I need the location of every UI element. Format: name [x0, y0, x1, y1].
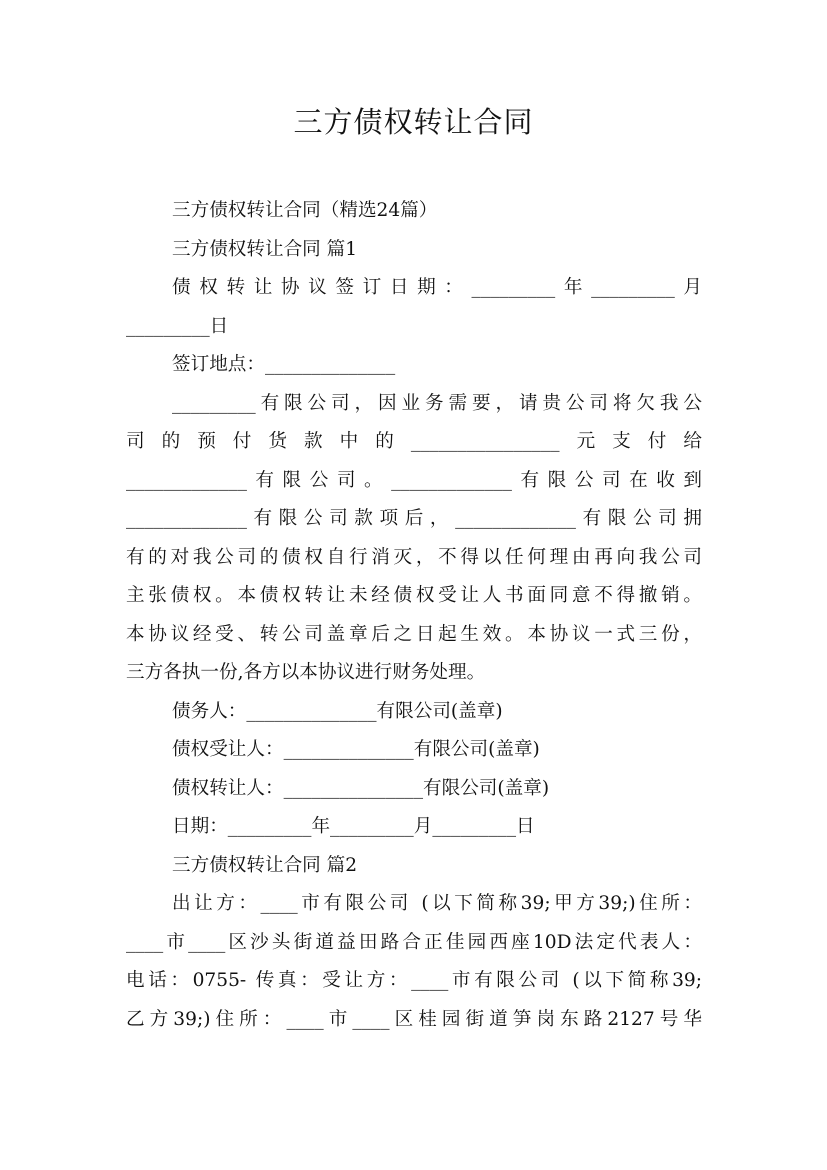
paragraph-line: 三方债权转让合同 篇1 [172, 238, 358, 260]
paragraph-line: 签订地点：______________ [172, 354, 396, 375]
paragraph-line: _____________有限公司款项后，_____________有限公司拥 [126, 508, 702, 529]
paragraph-line: 债务人：______________有限公司(盖章) [172, 700, 503, 722]
document-title: 三方债权转让合同 [293, 105, 534, 139]
paragraph-line: 电话：0755- 传真：受让方：____市有限公司 (以下简称39; [126, 970, 702, 991]
paragraph-line: 日期：_________年_________月_________日 [172, 816, 535, 837]
paragraph-line: 债权转让人：_______________有限公司(盖章) [172, 777, 550, 799]
paragraph-line: 乙方39;)住所：____市____区桂园街道笋岗东路2127号华 [126, 1008, 702, 1030]
paragraph-line: 出让方：____市有限公司 (以下简称39;甲方39;)住所： [172, 893, 702, 914]
paragraph-line: _____________有限公司。_____________有限公司在收到 [126, 469, 702, 491]
paragraph-line: ____市____区沙头街道益田路合正佳园西座10D法定代表人： [126, 931, 702, 953]
paragraph-line: 债权转让协议签订日期：_________年_________月 [172, 277, 702, 298]
paragraph-line: _________日 [126, 315, 229, 337]
paragraph-line: 主张债权。本债权转让未经债权受让人书面同意不得撤销。 [126, 585, 702, 606]
paragraph-line: 司的预付货款中的________________元支付给 [126, 431, 702, 452]
paragraph-line: 三方债权转让合同 篇2 [172, 854, 358, 876]
paragraph-line: 本协议经受、转公司盖章后之日起生效。本协议一式三份， [126, 623, 702, 645]
paragraph-line: 三方各执一份,各方以本协议进行财务处理。 [126, 662, 486, 683]
paragraph-line: 三方债权转让合同（精选24篇） [172, 200, 438, 221]
document-body [126, 192, 702, 1039]
paragraph-line: _________有限公司，因业务需要，请贵公司将欠我公 [172, 392, 702, 414]
paragraph-line: 债权受让人：______________有限公司(盖章) [172, 739, 540, 760]
paragraph-line: 有的对我公司的债权自行消灭，不得以任何理由再向我公司 [126, 546, 702, 568]
